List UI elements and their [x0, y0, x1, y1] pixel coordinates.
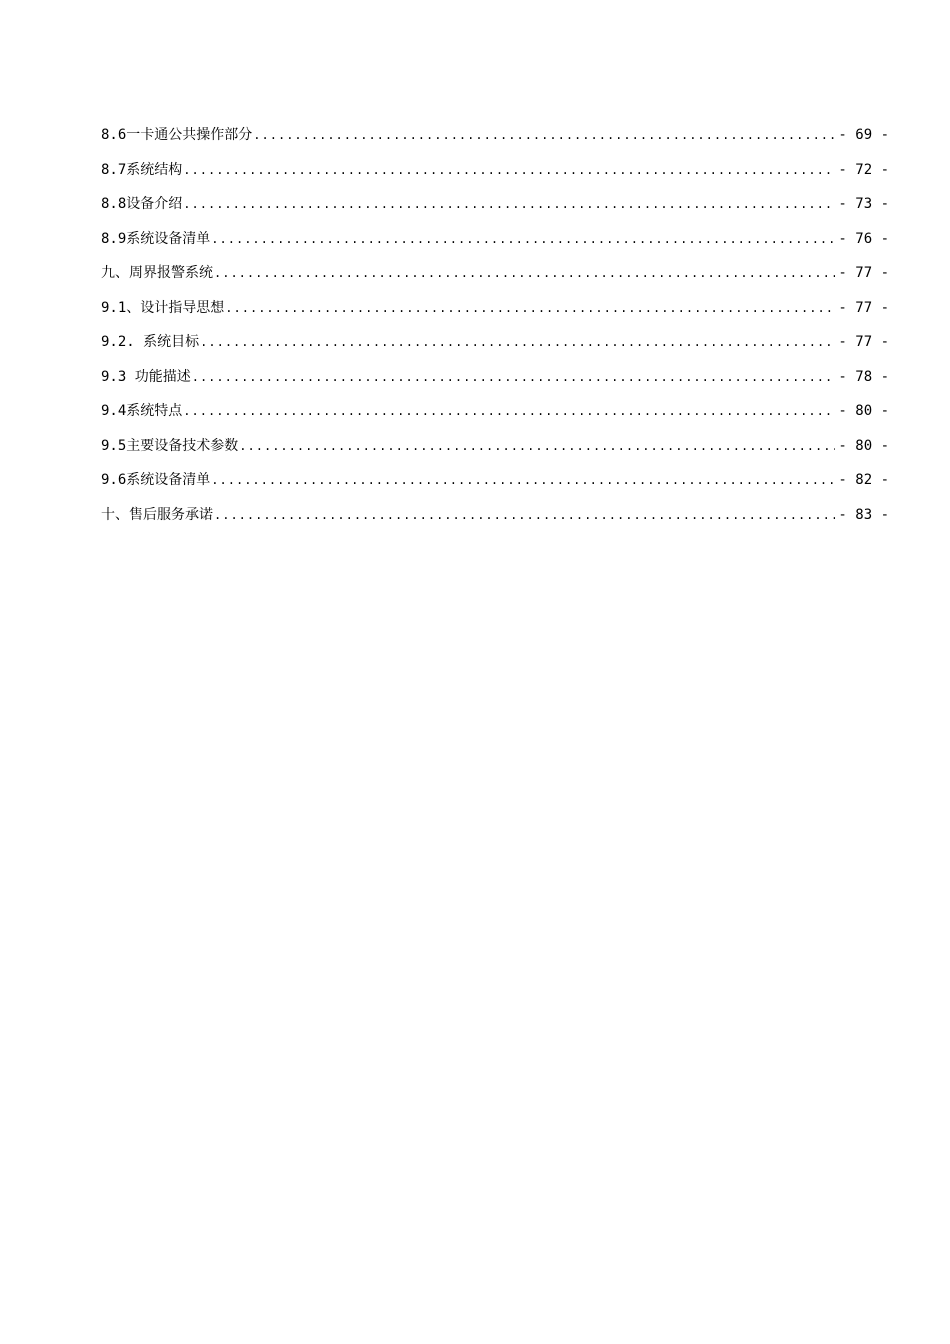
toc-entry-title: 8.6一卡通公共操作部分 — [101, 127, 253, 143]
toc-entry-title: 十、售后服务承诺 — [101, 506, 213, 523]
toc-entry[interactable] — [101, 229, 889, 264]
toc-entry[interactable] — [101, 367, 889, 402]
toc-leader-dots — [183, 160, 835, 180]
toc-leader-dots — [239, 436, 835, 456]
toc-entry-page: - 73 - — [838, 196, 889, 212]
toc-entry[interactable] — [101, 194, 889, 229]
toc-leader-dots — [192, 367, 836, 387]
toc-entry-title: 9.1、设计指导思想 — [101, 299, 225, 316]
toc-entry-page: - 72 - — [838, 161, 889, 178]
toc-leader-dots — [200, 332, 835, 352]
toc-leader-dots — [211, 229, 835, 249]
toc-entry-page: - 77 - — [838, 265, 889, 281]
toc-entry-title: 9.2. 系统目标 — [101, 334, 200, 350]
toc-entry-title: 九、周界报警系统 — [101, 265, 213, 281]
toc-entry-page: - 82 - — [838, 472, 889, 488]
toc-entry-title: 8.8设备介绍 — [101, 196, 183, 212]
toc-entry[interactable] — [101, 263, 889, 298]
toc-leader-dots — [225, 298, 835, 318]
table-of-contents — [101, 125, 889, 539]
toc-entry[interactable] — [101, 298, 889, 333]
toc-leader-dots — [183, 194, 835, 214]
toc-entry-title: 9.3 功能描述 — [101, 368, 191, 385]
toc-entry[interactable] — [101, 436, 889, 471]
toc-entry-page: - 78 - — [838, 368, 889, 385]
toc-leader-dots — [214, 505, 835, 525]
toc-entry-title: 9.5主要设备技术参数 — [101, 437, 239, 454]
toc-leader-dots — [214, 263, 835, 283]
toc-entry-title: 8.7系统结构 — [101, 161, 183, 178]
toc-entry[interactable] — [101, 505, 889, 540]
toc-entry-page: - 69 - — [838, 127, 889, 143]
toc-entry[interactable] — [101, 401, 889, 436]
toc-entry-title: 9.6系统设备清单 — [101, 472, 211, 488]
toc-entry-page: - 83 - — [838, 506, 889, 523]
toc-entry-title: 8.9系统设备清单 — [101, 230, 211, 247]
toc-entry[interactable] — [101, 125, 889, 160]
toc-entry[interactable] — [101, 470, 889, 505]
toc-entry[interactable] — [101, 332, 889, 367]
toc-leader-dots — [183, 401, 835, 421]
toc-entry-page: - 80 - — [838, 403, 889, 419]
toc-entry-title: 9.4系统特点 — [101, 403, 183, 419]
toc-entry-page: - 76 - — [838, 230, 889, 247]
toc-leader-dots — [253, 125, 835, 145]
toc-entry-page: - 77 - — [838, 334, 889, 350]
toc-entry-page: - 80 - — [838, 437, 889, 454]
toc-entry-page: - 77 - — [838, 299, 889, 316]
toc-leader-dots — [211, 470, 835, 490]
toc-entry[interactable] — [101, 160, 889, 195]
